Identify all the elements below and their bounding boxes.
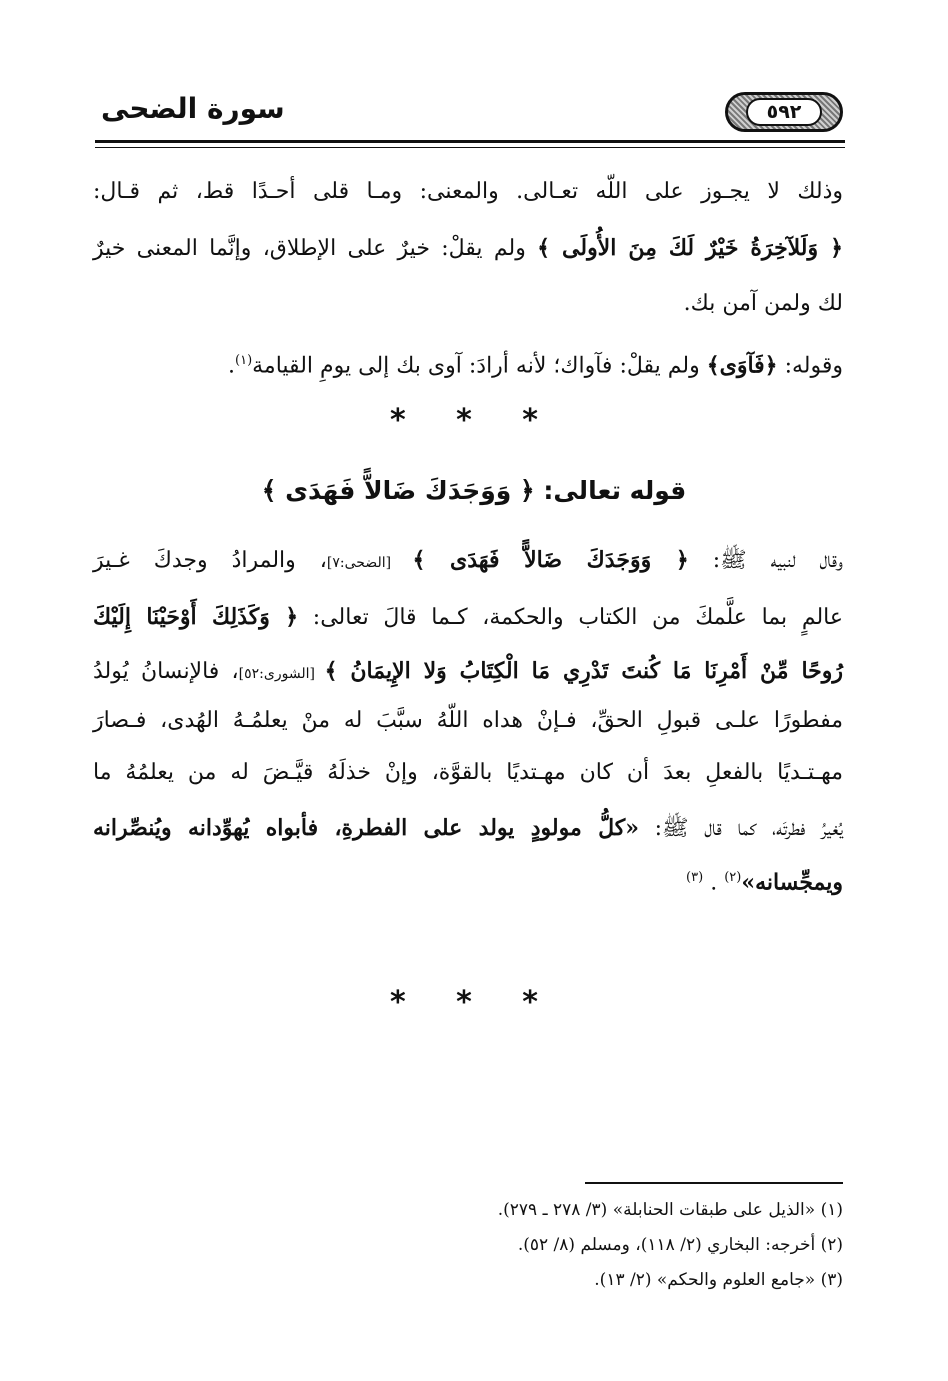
quran-verse: ﴿ وَلَلآخِرَةُ خَيْرٌ لَكَ مِنَ الأُولَى ﴾	[537, 235, 843, 261]
quran-verse: ﴿ وَكَذَلِكَ أَوْحَيْنَا إِلَيْكَ	[93, 604, 299, 630]
text-line	[93, 540, 843, 583]
footnote: (٣) «جامع العلوم والحكم» (٢/ ١٣).	[594, 1270, 843, 1290]
hadith-quote: ويمجِّسانه»	[741, 869, 843, 896]
quran-verse: رُوحًا مِّنْ أَمْرِنَا مَا كُنتَ تَدْرِي مَا الْكِتَابُ وَلا الإِيمَانُ ﴾	[324, 658, 844, 684]
page-header	[95, 88, 845, 136]
verse-reference: [الضحى:٧]	[326, 555, 413, 571]
footnote: (٢) أخرجه: البخاري (٢/ ١١٨)، ومسلم (٨/ ٥٢).	[517, 1235, 843, 1255]
heading-verse: ﴿ وَوَجَدَكَ ضَالاًّ فَهَدَى ﴾	[261, 476, 535, 505]
text-line	[93, 172, 843, 212]
text-span: ، والمرادُ وجدكَ غـيرَ	[93, 548, 327, 573]
text-span: عالمٍ بما علَّمكَ من الكتاب والحكمة، كـما قالَ تعالى:	[298, 605, 843, 630]
text-line	[93, 651, 843, 694]
text-span: مهـتـديًا بالفعلِ بعدَ أن كان مهـتديًا بالقوَّة، وإنْ خذلَهُ قيَّـضَ له من يعلمُهُ ما	[93, 760, 843, 785]
footnote-rule	[585, 1182, 843, 1184]
text-line	[93, 753, 843, 793]
separator-stars: * * *	[390, 403, 558, 438]
text-span: مفطورًا علـى قبولِ الحقِّ، فـإنْ هداه اللّهُ سبَّبَ له منْ يعلمُـهُ الهُدى، فـصارَ	[93, 708, 843, 733]
page-number-badge	[725, 92, 843, 132]
header-rule-thin	[95, 147, 845, 148]
surah-title: سورة الضحى	[101, 92, 285, 125]
text-line	[93, 597, 843, 638]
footnote-ref: (١)	[235, 353, 253, 368]
text-line	[93, 858, 843, 903]
text-span: وذلك لا يجـوز على اللّه تعـالى. والمعنى: ومـا قلى أحـدًا قط، ثم قـال:	[93, 179, 843, 204]
text-span: .	[710, 870, 718, 896]
separator-stars: * * *	[390, 985, 558, 1020]
text-span: وقال لنبيه ﷺ:	[688, 548, 843, 573]
heading-label: قوله تعالى:	[534, 476, 687, 505]
section-heading	[0, 476, 948, 505]
footnote-ref: (٣)	[686, 870, 704, 885]
hadith-quote: «كلُّ مولودٍ يولد على الفطرةِ، فأبواه يُهوِّدانه ويُنصِّرانه	[93, 815, 639, 841]
text-line	[93, 341, 843, 386]
text-line	[93, 228, 843, 269]
text-span: .	[228, 353, 235, 379]
text-span: لك ولمن آمن بك.	[683, 291, 843, 316]
footnote: (١) «الذيل على طبقات الحنابلة» (٣/ ٢٧٨ ـ ٢٧٩).	[497, 1200, 843, 1220]
text-span: ، فالإنسانُ يُولدُ	[93, 659, 239, 684]
text-span: ولم يقلْ: فآواك؛ لأنه أرادَ: آوى بك إلى يومِ القيامة	[252, 353, 707, 379]
text-line	[93, 701, 843, 741]
verse-reference: [الشورى:٥٢]	[238, 666, 325, 682]
quran-verse: ﴿ وَوَجَدَكَ ضَالاًّ فَهَدَى ﴾	[412, 547, 689, 573]
header-rule-thick	[95, 140, 845, 143]
quran-verse: ﴿فَآوَى﴾	[706, 352, 778, 379]
text-line	[93, 808, 843, 849]
footnote-ref: (٢)	[724, 870, 742, 885]
text-span: يُغيرُ فطرتَه، كما قال ﷺ:	[638, 816, 843, 841]
text-span: ولم يقلْ: خيرٌ على الإطلاق، وإنَّما المعنى خيرٌ	[93, 236, 538, 261]
text-span: وقوله:	[777, 353, 843, 379]
text-line	[93, 284, 843, 324]
page-number: ٥٩٢	[746, 98, 822, 126]
